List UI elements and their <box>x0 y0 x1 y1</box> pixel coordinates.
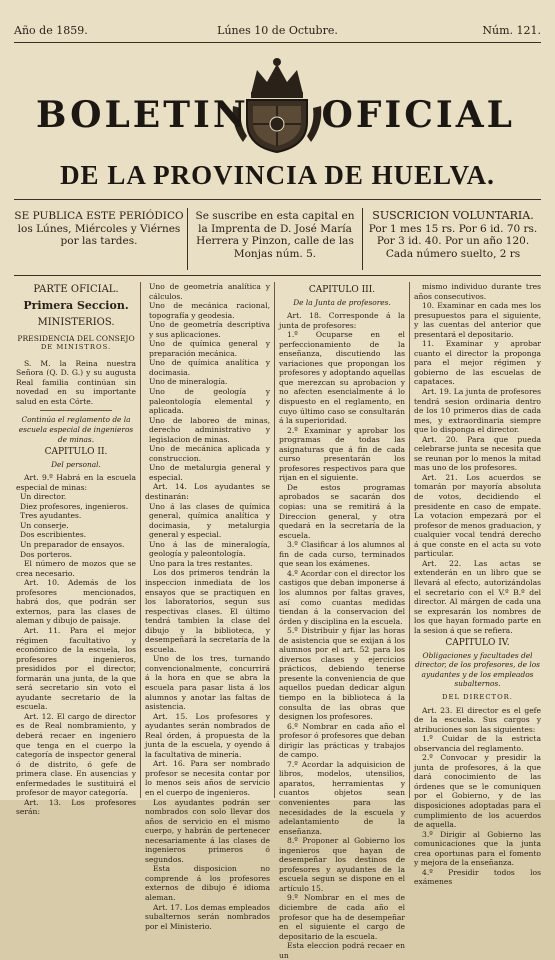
professor-item: Uno de mecánica aplicada y construccion. <box>149 444 270 463</box>
subscription-title: SUSCRICION VOLUNTARIA. <box>372 209 534 222</box>
paragraph: Esta disposicion no comprende á los profesores externos de dibujo é idioma aleman. <box>145 864 270 902</box>
clause: 1.º Cuidar de la estricta observancia del reglamento. <box>414 734 541 753</box>
price-line-1: Por 1 mes 15 rs. Por 6 id. 70 rs. <box>368 222 538 235</box>
masthead-subtitle: DE LA PROVINCIA DE HUELVA. <box>60 160 495 190</box>
staff-item: Dos escribientes. <box>20 530 87 540</box>
issue-number: Núm. 121. <box>482 24 541 37</box>
issue-year: Año de 1859. <box>14 24 88 37</box>
chapter-3-heading: CAPITULO III. <box>308 285 376 295</box>
price-line-3: Cada número suelto, 2 rs <box>385 247 521 260</box>
top-rule <box>14 42 541 43</box>
assistant-item: Uno para la tres restantes. <box>149 558 253 568</box>
chapter-2-heading: CAPITULO II. <box>44 447 108 458</box>
clause: 1.º Ocuparse en el perfeccionamiento de la enseñanza, discutiendo las variaciones que propongan los profesores y adoptando aquellas que merezcan su aprobacion y no afecten esencialmente á lo dispuesto en el reglamento, en cuyo último caso se consultarán á la superioridad. <box>279 330 405 426</box>
section-primera: Primera Seccion. <box>23 298 129 312</box>
clause: 2.º Convocar y presidir la junta de profesores, á la que dará conocimiento de las órdenes que se le comuniquen por el Gobierno, y de las disposiciones adoptadas para el cumplimiento de los acuerdos de aquella. <box>414 753 541 830</box>
separator <box>40 410 112 411</box>
clause: 3.º Dirigir al Gobierno las comunicaciones que la junta crea oportunas para el fomento y mejora de la enseñanza. <box>414 829 541 868</box>
article-12: Art. 12. El cargo de director es de Real nombramiento, y deberá recaer en ingeniero que tenga en el cuerpo la categoría de inspector general ó de distrito, ó gefe de primera clase. En ausencias y enfermedades le sustituirá el profesor de mayor categoría. <box>16 711 136 798</box>
clause: De estos programas aprobados se sacarán dos copias: una se remitirá á la Direccion general, y otra quedará en la secretaría de la escuela. <box>279 482 405 540</box>
paragraph-royal-health: S. M. la Reina nuestra Señora (Q. D. G.) y su augusta Real familia continúan sin novedad en su importante salud en esta Córte. <box>16 358 136 406</box>
professor-item: Uno de química analítica y docimasia. <box>149 358 270 377</box>
column-divider-1 <box>140 282 141 798</box>
paragraph: Los dos primeros tendrán la inspeccion inmediata de los ensayos que se practiquen en los laboratorios, segun sus respectivas clases. El último tendrá tambien la clase del dibujo y la biblioteca, y desempeñará la secretaría de la escuela. <box>145 568 270 654</box>
staff-item: Diez profesores, ingenieros. <box>20 501 129 511</box>
staff-item: Un preparador de ensayos. <box>20 540 125 550</box>
professor-item: Uno de química general y preparación mecánica. <box>149 339 270 358</box>
professor-item: Uno de mecánica racional, topografía y geodesia. <box>149 301 270 320</box>
staff-item: Un director. <box>20 492 67 502</box>
professor-item: Uno de geometría descriptiva y sus aplicaciones. <box>149 320 270 339</box>
info-divider-1 <box>187 208 188 270</box>
chapter-4-heading: CAPITULO IV. <box>445 638 510 649</box>
clause: 11. Examinar y aprobar cuanto el director la proponga para el mejor régimen y gobierno de las escuelas de capataces. <box>414 339 541 387</box>
assistant-item: Uno á las clases de química general, química analítica y docimasia, y metalurgia general y especial. <box>149 501 270 540</box>
column-3 <box>279 282 405 960</box>
article-10: Art. 10. Además de los profesores mencionados, habrá dos, que podrán ser externos, para las clases de aleman y dibujo de paisaje. <box>16 578 136 626</box>
article-11: Art. 11. Para el mejor régimen facultativo y económico de la escuela, los profesores ingenieros, presididos por el director, formarán una junta, de la que será secretario sin voto el ayudante secretario de la escuela. <box>16 625 136 712</box>
staff-item: Un conserje. <box>20 520 69 530</box>
issue-line <box>14 24 541 40</box>
professor-item: Uno de geología y paleontología elemental y aplicada. <box>149 387 270 416</box>
section-ministerios: MINISTERIOS. <box>37 317 115 329</box>
price-line-2: Por 3 id. 40. Por un año 120. <box>376 235 530 247</box>
masthead-title <box>0 94 555 144</box>
article-22: Art. 22. Las actas se extenderán en un libro que se llevará al efecto, autorizándolas el secretario con el V.º B.º del director. Al márgen de cada una se expresarán los nombres de los que hayan formado parte en la sesion á que se refiera. <box>414 558 541 635</box>
column-divider-2 <box>274 282 275 798</box>
clause: 3.º Clasificar á los alumnos al fin de cada curso, terminados que sean los exámenes. <box>279 540 405 569</box>
assistant-item: Uno á las de mineralogía, geología y paleontología. <box>149 539 270 559</box>
clause: 2.º Examinar y aprobar los programas de todas las asignaturas que á fin de cada curso presentarán los profesores respectivos para que rijan en el siguiente. <box>279 425 405 483</box>
article-14: Art. 14. Los ayudantes se destinarán: <box>145 482 270 502</box>
section-parte-oficial: PARTE OFICIAL. <box>33 284 119 295</box>
clause: 7.º Acordar la adquisicion de libros, modelos, utensilios, aparatos, herramientas y cuantos objetos sean convenientes para las necesidades de la escuela y adelantamiento de la enseñanza. <box>279 759 405 836</box>
clause: 6.º Nombrar en cada año el profesor ó profesores que deban dirigir las prácticas y trabajos de campo. <box>279 721 405 760</box>
clause: 10. Examinar en cada mes los presupuestos para el siguiente, y las cuentas del anterior que presentará el depositario. <box>414 301 541 339</box>
info-divider-2 <box>362 208 363 270</box>
professor-item: Uno de laboreo de minas, derecho administrativo y legislacion de minas. <box>149 415 270 444</box>
article-16: Art. 16. Para ser nombrado profesor se necesita contar por lo menos seis años de servicio en el cuerpo de ingenieros. <box>145 759 270 797</box>
article-21: Art. 21. Los acuerdos se tomarán por mayoría absoluta de votos, decidiendo el presidente en caso de empate. La votacion empezará por el profesor de menos graduacion, y cualquier vocal tendrá derecho á que conste en el acta su voto particular. <box>414 472 541 559</box>
article-13: Art. 13. Los profesores serán: <box>16 797 136 817</box>
clause: 4.º Acordar con el director los castigos que deban imponerse á los alumnos por faltas graves, así como cuantas medidas tiendan á la conservacion del órden y disciplina en la escuela. <box>279 568 405 626</box>
clause: 4.º Presidir todos los exámenes <box>414 867 541 887</box>
column-divider-3 <box>409 282 410 798</box>
regulation-note: Continúa el reglamento de la escuela especial de ingenieros de minas. <box>18 415 134 444</box>
column-1 <box>16 282 136 817</box>
article-15: Art. 15. Los profesores y ayudantes serán nombrados de Real órden, á propuesta de la junta de la escuela, y oyendo á la facultativa de minería. <box>145 711 270 759</box>
staff-item: Tres ayudantes. <box>20 511 82 521</box>
chapter-4-subtitle: Obligaciones y facultades del director, de los profesores, de los ayudantes y de los empleados subalternos. <box>415 650 540 689</box>
professor-item: Uno de metalurgia general y especial. <box>149 463 270 482</box>
article-9: Art. 9.º Habrá en la escuela especial de minas: <box>16 473 136 492</box>
subscription-address: Se suscribe en esta capital en la Imprenta de D. José María Herrera y Pinzon, calle de las Monjas núm. 5. <box>195 210 355 260</box>
staff-item: Dos porteros. <box>20 549 73 559</box>
clause: 8.º Proponer al Gobierno los ingenieros que hayan de desempeñar los destinos de profesores y ayudantes de la escuela segun se dispone en el artículo 15. <box>279 836 405 893</box>
paragraph: Uno de los tres, turnando convencionalmente, concurrirá á la hora en que se abra la escuela para pasar lista á los alumnos y anotar las faltas de asistencia. <box>145 654 270 712</box>
column-2 <box>145 282 270 931</box>
clause: 5.º Distribuir y fijar las horas de asistencia que se exijan á los alumnos por el art. 52 para los diversos clases y ejercicios prácticos, debiendo tenerse presente la conveniencia de que aquellos puedan dedicar algun tiempo en la biblioteca á la consulta de las obras que designen los profesores. <box>279 626 405 722</box>
issue-date: Lúnes 10 de Octubre. <box>217 24 338 37</box>
masthead-rule <box>14 199 541 200</box>
chapter-2-subtitle: Del personal. <box>51 459 101 469</box>
clause: 9.º Nombrar en el mes de diciembre de cada año el profesor que ha de desempeñar en el siguiente el cargo de depositario de la escuela. <box>279 893 405 941</box>
publication-schedule: SE PUBLICA ESTE PERIÓDICO los Lúnes, Miércoles y Viérnes por las tardes. <box>14 210 184 247</box>
professor-item: Uno de geometría analítica y cálculos. <box>149 282 270 301</box>
section-presidencia: PRESIDENCIA DEL CONSEJO <box>17 333 135 343</box>
paragraph: Los ayudantes podrán ser nombrados con solo llevar dos años de servicio en el mismo cuerpo, y habrán de pertenecer necesariamente á las clases de ingenieros primeros ó segundos. <box>145 797 270 864</box>
director-heading: DEL DIRECTOR. <box>442 692 513 701</box>
article-23: Art. 23. El director es el gefe de la escuela. Sus cargos y atribuciones son las siguientes: <box>414 705 541 734</box>
subscription-prices <box>364 210 542 272</box>
columns-rule <box>14 275 541 276</box>
paragraph: mismo individuo durante tres años consecutivos. <box>414 282 541 301</box>
section-ministros: DE MINISTROS. <box>40 343 112 352</box>
article-17: Art. 17. Los demas empleados subalternos serán nombrados por el Ministerio. <box>145 902 270 931</box>
article-20: Art. 20. Para que pueda celebrarse junta se necesita que se reunan por lo menos la mitad mas uno de los profesores. <box>414 434 541 473</box>
column-4 <box>414 282 541 887</box>
article-19: Art. 19. La junta de profesores tendrá sesion ordinaria dentro de los 10 primeros dias de cada mes, y extraordinaria siempre que lo disponga el director. <box>414 387 541 435</box>
paragraph: El número de mozos que se crea necesario. <box>16 559 136 578</box>
professor-item: Uno de mineralogía. <box>149 377 228 387</box>
article-18: Art. 18. Corresponde á la junta de profesores: <box>279 311 405 330</box>
masthead-word-boletin: BOLETIN <box>36 94 249 136</box>
chapter-3-subtitle: De la Junta de profesores. <box>293 297 391 307</box>
clause: Esta eleccion podrá recaer en un <box>279 941 405 960</box>
masthead-word-oficial: OFICIAL <box>321 94 515 136</box>
